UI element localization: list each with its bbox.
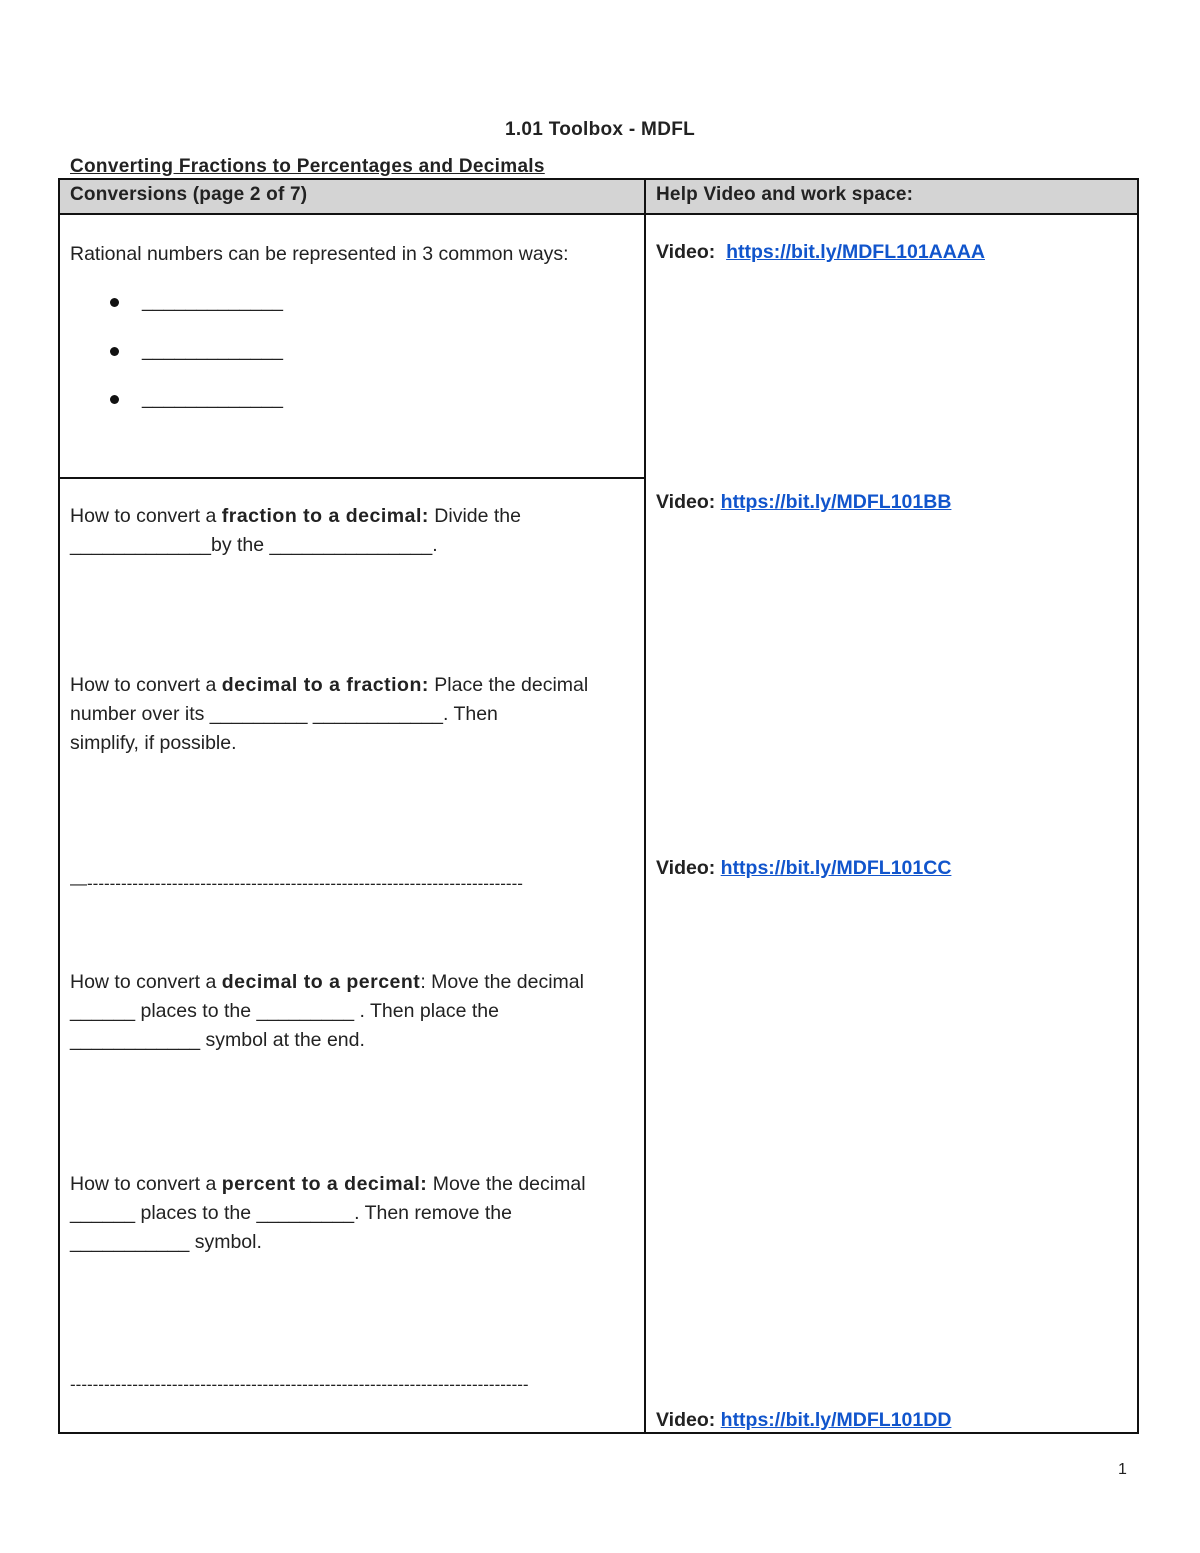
column-divider: [644, 180, 646, 1432]
video-link-row-4: Video: https://bit.ly/MDFL101DD: [656, 1409, 952, 1431]
decimal-to-percent-symbol-blank[interactable]: ____________ symbol at the end.: [70, 1029, 365, 1051]
bullet-icon: [110, 395, 119, 404]
bullet-icon: [110, 347, 119, 356]
bullet-icon: [110, 298, 119, 307]
decimal-to-percent-heading: decimal to a percent: [221, 971, 421, 993]
left-column-header: Conversions (page 2 of 7): [70, 184, 308, 205]
answer-blank-2[interactable]: _____________: [142, 339, 283, 361]
video-link-2[interactable]: https://bit.ly/MDFL101BB: [720, 491, 952, 513]
video-link-3[interactable]: https://bit.ly/MDFL101CC: [720, 857, 952, 879]
video-link-4[interactable]: https://bit.ly/MDFL101DD: [720, 1409, 952, 1431]
conversion-table: [58, 178, 1139, 1434]
page-number: 1: [1118, 1461, 1127, 1478]
percent-to-decimal-blanks[interactable]: ______ places to the _________. Then remove the: [70, 1202, 512, 1224]
decimal-to-fraction-blanks[interactable]: number over its _________ ____________. Then: [70, 703, 498, 725]
video-link-row-2: Video: https://bit.ly/MDFL101BB: [656, 491, 952, 513]
row-divider: [60, 477, 644, 479]
rational-numbers-intro: Rational numbers can be represented in 3 common ways:: [70, 243, 569, 265]
video-link-1[interactable]: https://bit.ly/MDFL101AAAA: [726, 241, 985, 263]
fraction-to-decimal-text: How to convert a fraction to a decimal: Divide the _____________by the _______________.: [70, 505, 521, 556]
video-link-row-3: Video: https://bit.ly/MDFL101CC: [656, 857, 952, 879]
dashed-divider-1: —-----------------------------------------------------------------------------: [70, 874, 523, 893]
answer-blank-1[interactable]: _____________: [142, 290, 283, 312]
percent-to-decimal-symbol-blank[interactable]: ___________ symbol.: [70, 1231, 262, 1253]
decimal-to-percent-blanks[interactable]: ______ places to the _________ . Then place the: [70, 1000, 499, 1022]
document-title: 1.01 Toolbox - MDFL: [504, 119, 696, 140]
answer-blank-3[interactable]: _____________: [142, 387, 283, 409]
table-header-row: [60, 180, 1137, 215]
decimal-to-percent-text: How to convert a decimal to a percent: Move the decimal ______ places to the _________ . Then place the ____________ symbol at the end.: [70, 971, 584, 1051]
fraction-to-decimal-blanks[interactable]: _____________by the _______________.: [70, 534, 438, 556]
decimal-to-fraction-heading: decimal to a fraction:: [221, 674, 429, 696]
percent-to-decimal-heading: percent to a decimal:: [221, 1173, 428, 1195]
right-column-header: Help Video and work space:: [656, 184, 914, 205]
video-link-row-1: Video: https://bit.ly/MDFL101AAAA: [656, 241, 985, 263]
document-subtitle: Converting Fractions to Percentages and Decimals: [70, 156, 545, 177]
fraction-to-decimal-heading: fraction to a decimal:: [221, 505, 429, 527]
percent-to-decimal-text: How to convert a percent to a decimal: Move the decimal ______ places to the _________. Then remove the ___________ symbol.: [70, 1173, 586, 1253]
dashed-divider-2: ---------------------------------------------------------------------------------: [70, 1375, 529, 1394]
decimal-to-fraction-text: How to convert a decimal to a fraction: Place the decimal number over its _________ ____________. Then simplify, if possible.: [70, 674, 589, 754]
